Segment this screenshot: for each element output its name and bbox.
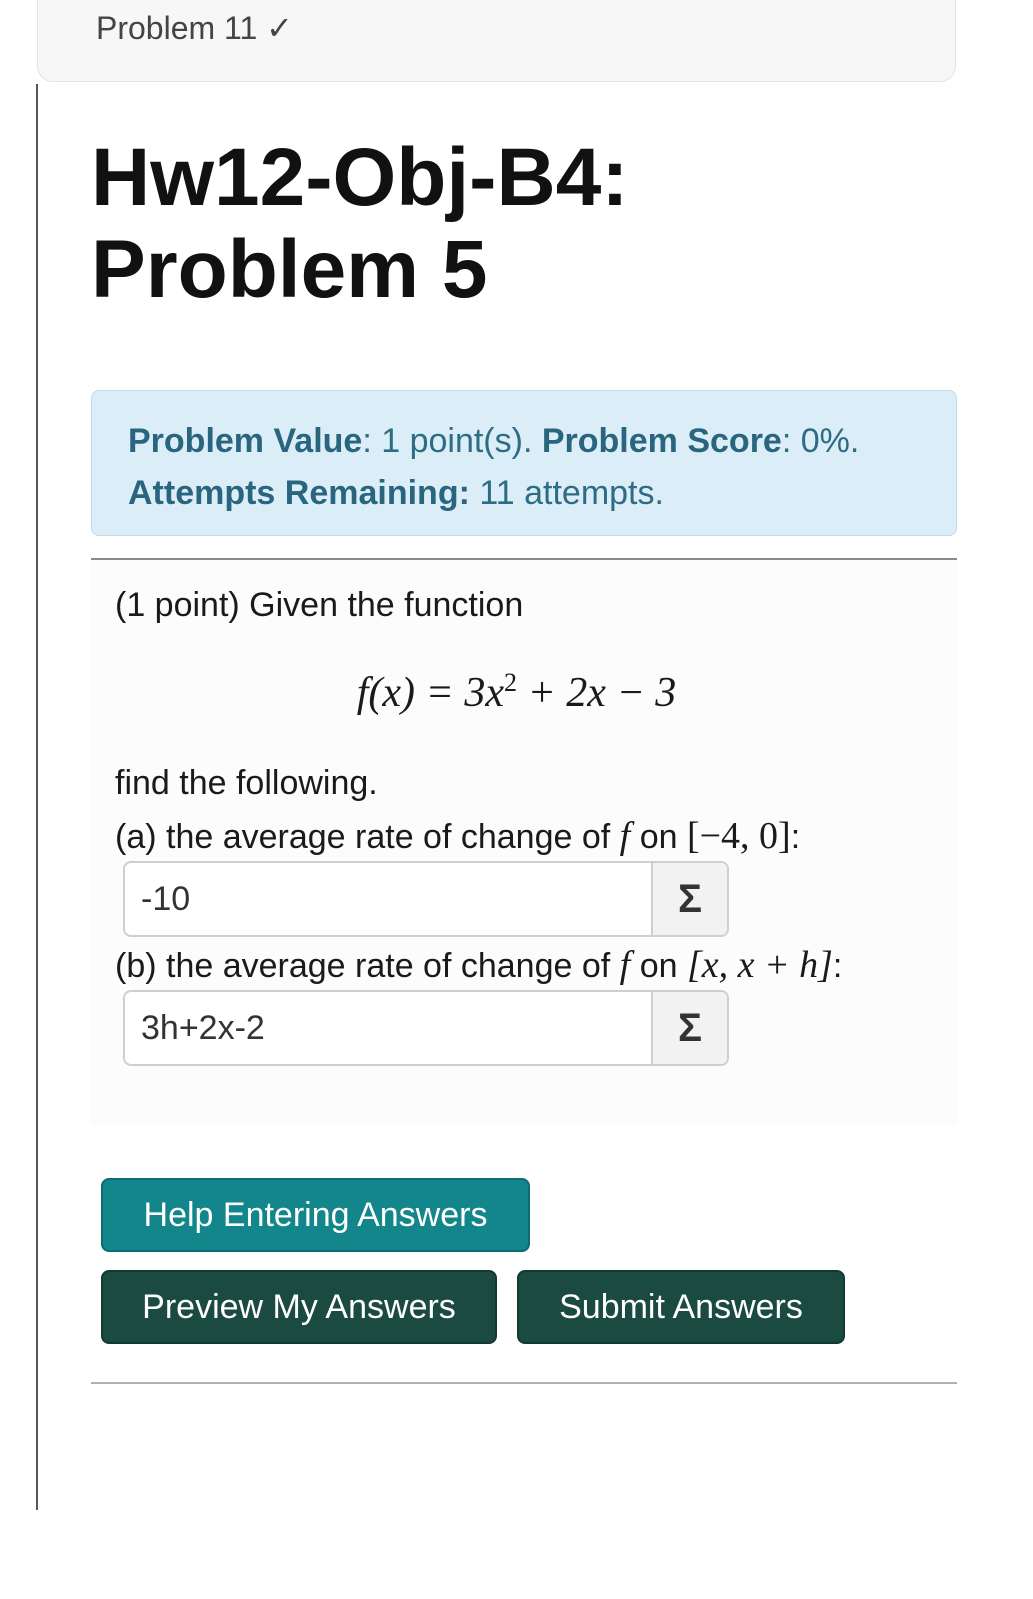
part-a-interval: [−4, 0] xyxy=(686,815,791,857)
help-entering-answers-button[interactable]: Help Entering Answers xyxy=(101,1178,530,1252)
part-b-on: on xyxy=(639,947,678,985)
problem-nav-card[interactable] xyxy=(37,0,956,82)
part-b-interval: [x, x + h] xyxy=(686,944,833,986)
formula-exponent: 2 xyxy=(503,668,517,697)
formula-rhs: + 2x − 3 xyxy=(516,670,677,716)
part-b-prefix: (b) the average rate of change of xyxy=(115,947,611,985)
submit-answers-button[interactable]: Submit Answers xyxy=(517,1270,845,1344)
part-a-var: f xyxy=(619,815,631,857)
problem-score-text: : 0%. xyxy=(781,422,860,460)
attempts-text: 11 attempts. xyxy=(479,474,664,512)
problem-value-text: : 1 point(s). xyxy=(362,422,533,460)
part-a-colon: : xyxy=(790,818,801,856)
page-title: Hw12-Obj-B4: Problem 5 xyxy=(91,132,629,315)
problem-nav-label[interactable]: Problem 11 ✓ xyxy=(96,10,293,46)
problem-value-label: Problem Value xyxy=(128,422,363,460)
answer-b-input[interactable] xyxy=(125,992,651,1064)
preview-answers-button[interactable]: Preview My Answers xyxy=(101,1270,497,1344)
answer-a-input[interactable] xyxy=(125,863,651,935)
answer-b-box xyxy=(123,990,729,1066)
part-a-on: on xyxy=(639,818,678,856)
problem-score-label: Problem Score xyxy=(541,422,782,460)
part-b-colon: : xyxy=(832,947,843,985)
problem-intro: (1 point) Given the function xyxy=(115,586,524,624)
answer-a-box xyxy=(123,861,729,937)
equation-editor-b-icon[interactable]: Σ xyxy=(651,992,727,1064)
formula-lhs: f(x) = 3x xyxy=(356,670,504,716)
find-text: find the following. xyxy=(115,764,378,802)
equation-editor-a-icon[interactable]: Σ xyxy=(651,863,727,935)
problem-info-box xyxy=(91,390,957,536)
function-formula xyxy=(0,668,1033,717)
divider-bottom xyxy=(91,1382,957,1384)
part-a-prefix: (a) the average rate of change of xyxy=(115,818,611,856)
part-b-var: f xyxy=(619,944,631,986)
part-a-prompt xyxy=(115,814,800,858)
part-b-prompt xyxy=(115,943,842,987)
attempts-label: Attempts Remaining: xyxy=(128,474,470,512)
left-border xyxy=(36,84,38,1510)
